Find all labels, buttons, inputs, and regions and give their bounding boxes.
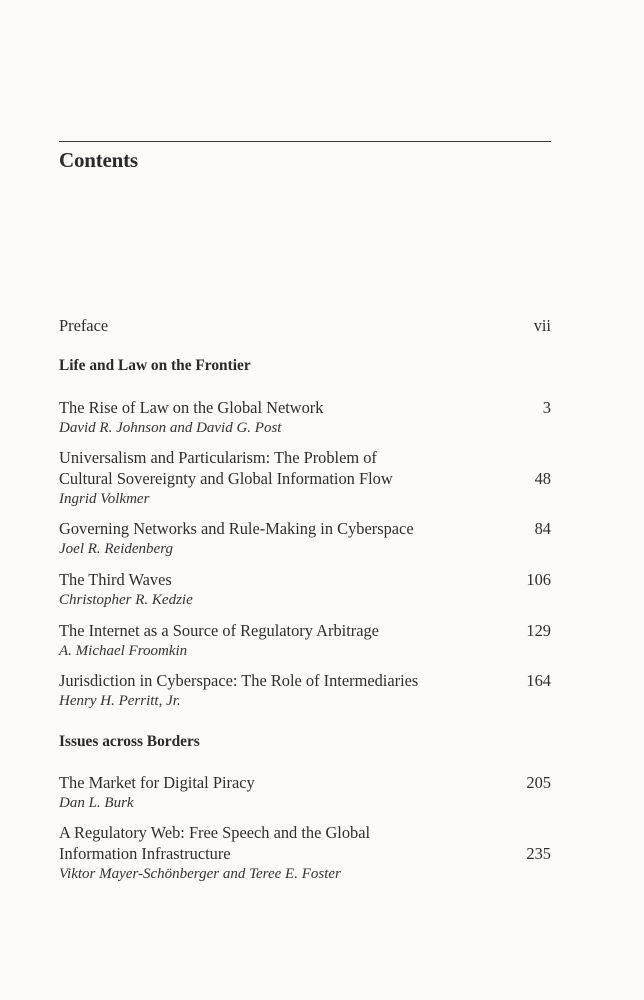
entry-author: Henry H. Perritt, Jr.	[59, 693, 181, 709]
entry-page: 129	[526, 621, 551, 640]
entry-page: 235	[526, 844, 551, 863]
entry-author: Ingrid Volkmer	[59, 491, 150, 507]
toc-entry	[59, 569, 551, 610]
entry-author: David R. Johnson and David G. Post	[59, 420, 282, 436]
entry-page: 84	[534, 519, 551, 538]
entry-title-cont: Information Infrastructure	[59, 844, 231, 863]
toc-entry	[59, 822, 551, 884]
section-heading: Issues across Borders	[59, 733, 200, 750]
entry-title: A Regulatory Web: Free Speech and the Global	[59, 823, 371, 842]
toc-entry	[59, 518, 551, 559]
entry-title: Universalism and Particularism: The Problem of	[59, 448, 377, 467]
entry-page: 164	[526, 671, 551, 690]
top-rule	[59, 141, 551, 142]
entry-title: Jurisdiction in Cyberspace: The Role of Intermediaries	[59, 671, 419, 690]
entry-title: Preface	[59, 316, 109, 335]
entry-author: Christopher R. Kedzie	[59, 592, 193, 608]
entry-page: 106	[526, 570, 551, 589]
toc-entry-preface	[59, 315, 551, 336]
toc-entry	[59, 397, 551, 438]
toc-entry	[59, 620, 551, 661]
entry-title-cont: Cultural Sovereignty and Global Information Flow	[59, 469, 393, 488]
entry-page: 205	[526, 773, 551, 792]
entry-title: The Internet as a Source of Regulatory Arbitrage	[59, 621, 379, 640]
entry-title: The Market for Digital Piracy	[59, 773, 255, 792]
toc-entry	[59, 447, 551, 509]
section-heading: Life and Law on the Frontier	[59, 357, 251, 374]
entry-author: A. Michael Froomkin	[59, 643, 188, 659]
entry-title: The Third Waves	[59, 570, 172, 589]
entry-author: Dan L. Burk	[59, 795, 134, 811]
entry-page: 48	[534, 469, 551, 488]
entry-title: Governing Networks and Rule-Making in Cyberspace	[59, 519, 414, 538]
entry-title: The Rise of Law on the Global Network	[59, 398, 324, 417]
entry-author: Viktor Mayer-Schönberger and Teree E. Foster	[59, 866, 341, 882]
entry-page: 3	[542, 398, 551, 417]
toc-entry	[59, 772, 551, 813]
page-title: Contents	[59, 148, 138, 172]
entry-page: vii	[533, 316, 551, 335]
entry-author: Joel R. Reidenberg	[59, 541, 173, 557]
toc-entry	[59, 670, 551, 711]
